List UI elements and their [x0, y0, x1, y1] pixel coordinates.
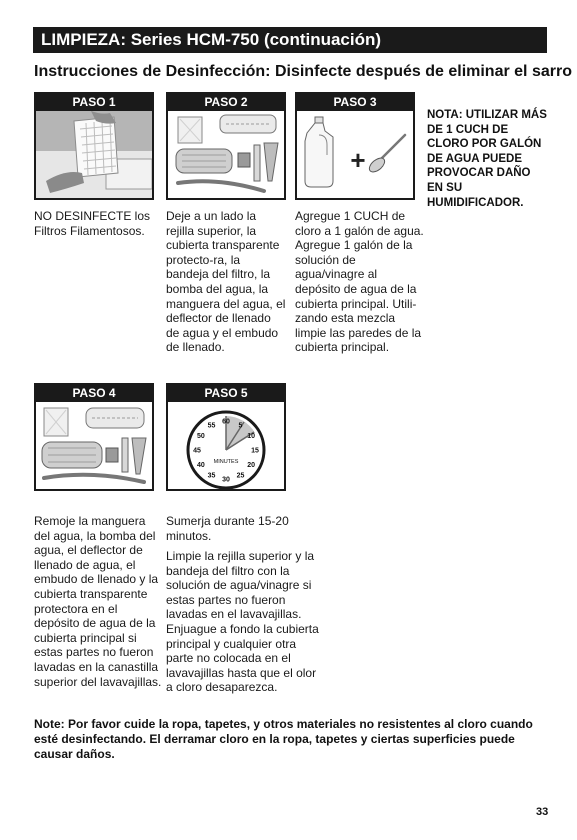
timer-tick-label: 5 — [238, 422, 243, 430]
step-3-panel — [295, 92, 415, 200]
filter-hands-illustration — [36, 111, 152, 198]
plus-sign: + — [350, 145, 366, 175]
bleach-and-spoon-illustration — [297, 111, 413, 198]
timer-tick-label: 55 — [207, 422, 216, 430]
soak-parts-illustration — [36, 402, 152, 489]
timer-dial — [168, 402, 284, 489]
step-4-panel — [34, 383, 154, 491]
step-5-label: PASO 5 — [168, 385, 284, 402]
section-header: LIMPIEZA: Series HCM-750 (continuación) — [33, 27, 547, 53]
step-1-panel — [34, 92, 154, 200]
section-subtitle: Instrucciones de Desinfección: Disinfecte después de eliminar el sarro — [34, 63, 572, 80]
step-2-label: PASO 2 — [168, 94, 284, 111]
step-3-label: PASO 3 — [297, 94, 413, 111]
step-1-label: PASO 1 — [36, 94, 152, 111]
page-number: 33 — [536, 806, 549, 818]
timer-tick-label: 10 — [247, 433, 255, 440]
timer-tick-label: 20 — [247, 462, 255, 469]
timer-tick-label: 25 — [236, 472, 245, 480]
step-4-label: PASO 4 — [36, 385, 152, 402]
timer-tick-label: 50 — [197, 433, 205, 440]
footer-note: Note: Por favor cuide la ropa, tapetes, y otros materiales no resistentes al cloro cuando esté desinfectando. El derramar cloro en la ropa, tapetes y ciertas superficies puede causar daños. — [34, 717, 533, 761]
humidifier-parts-illustration — [168, 111, 284, 198]
timer-tick-label: 45 — [193, 447, 201, 455]
timer-tick-label: 30 — [222, 476, 230, 484]
timer-unit-label: MINUTES — [213, 459, 239, 465]
step-2-panel — [166, 92, 286, 200]
step-3-text: Agregue 1 CUCH de cloro a 1 galón de agua. Agregue 1 galón de la solución de agua/vinagre al depósito de agua de la cubierta principal. Utili-zando esta mezcla limpie las paredes de la cubierta principal. — [295, 209, 424, 355]
timer-tick-label: 40 — [197, 462, 205, 469]
timer-tick-label: 15 — [251, 447, 259, 455]
step-4-text: Remoje la manguera del agua, la bomba del agua, el deflector de llenado de agua, el embudo de llenado y la cubierta transparente protectora en el depósito de agua de la cubierta principal si estas partes no fueron lavadas en la canastilla superior del lavavajillas. — [34, 514, 162, 689]
timer-tick-label: 60 — [222, 418, 230, 426]
step-2-text: Deje a un lado la rejilla superior, la cubierta transparente protecto-ra, la bandeja del filtro, la bomba del agua, la manguera del agua, el deflector de llenado de agua y el embudo de llenado. — [166, 209, 286, 355]
chlorine-warning-note: NOTA: UTILIZAR MÁS DE 1 CUCH DE CLORO POR GALÓN DE AGUA PUEDE PROVOCAR DAÑO EN SU HUMIDIFICADOR. — [427, 109, 547, 209]
step-5-text-2: Limpie la rejilla superior y la bandeja del filtro con la solución de agua/vinagre si estas partes no fueron lavadas en el lavavajillas. Enjuague a fondo la cubierta principal y cualquier otra parte no colocada en el lavavajillas hasta que el olor a cloro desaparezca. — [166, 549, 319, 695]
timer-tick-label: 35 — [207, 472, 216, 480]
step-1-text: NO DESINFECTE los Filtros Filamentosos. — [34, 209, 151, 238]
step-5-panel — [166, 383, 286, 491]
step-5-text-1: Sumerja durante 15-20 minutos. — [166, 514, 289, 543]
